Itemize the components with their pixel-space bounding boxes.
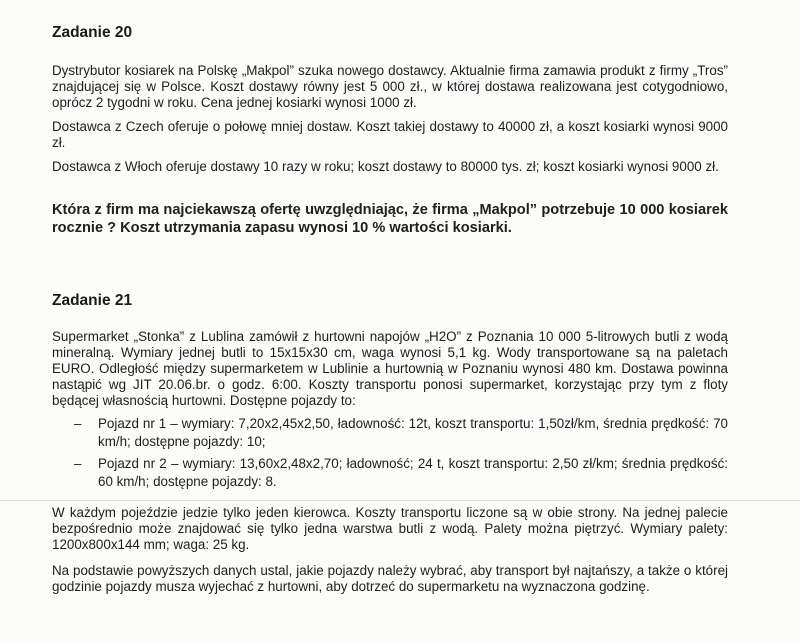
task20-paragraph-2: Dostawca z Czech oferuje o połowę mniej dostaw. Koszt takiej dostawy to 40000 zł, a koszt kosiarki wynosi 9000 zł. xyxy=(52,119,728,150)
vehicle-1-text: Pojazd nr 1 – wymiary: 7,20x2,45x2,50, ładowność: 12t, koszt transportu: 1,50zł/km, średnia prędkość: 70 km/h; dostępne pojazdy: 10; xyxy=(98,416,728,449)
task20-paragraph-3: Dostawca z Włoch oferuje dostawy 10 razy w roku; koszt dostawy to 80000 tys. zł; koszt kosiarki wynosi 9000 zł. xyxy=(52,159,719,174)
task21-paragraph-3: Na podstawie powyższych danych ustal, jakie pojazdy należy wybrać, aby transport był najtańszy, a także o której godzinie pojazdy musza wyjechać z hurtowni, aby dotrzeć do supermarketu na wyznaczona godzinę. xyxy=(52,563,728,594)
task21-title: Zadanie 21 xyxy=(52,292,133,309)
task21-paragraph-2: W każdym pojeździe jedzie tylko jeden kierowca. Koszty transportu liczone są w obie strony. Na jednej palecie bezpośrednio może znajdować się tylko jedna warstwa butli z wodą. Palety można piętrzyć. Wymiary palety: 1200x800x144 mm; waga: 25 kg. xyxy=(52,505,728,552)
list-item xyxy=(74,415,728,451)
task20-question: Która z firm ma najciekawszą ofertę uwzględniając, że firma „Makpol” potrzebuje 10 000 kosiarek rocznie ? Koszt utrzymania zapasu wynosi 10 % wartości kosiarki. xyxy=(52,202,728,236)
task20-paragraph-1: Dystrybutor kosiarek na Polskę „Makpol” szuka nowego dostawcy. Aktualnie firma zamawia produkt z firmy „Tros” znajdującej się w Polsce. Koszt dostawy równy jest 5 000 zł., w której dostawa realizowana jest cotygodniowo, oprócz 2 tygodni w roku. Cena jednej kosiarki wynosi 1000 zł. xyxy=(52,63,728,110)
dash-bullet: – xyxy=(74,416,82,431)
dash-bullet: – xyxy=(74,456,82,471)
vehicle-2-text: Pojazd nr 2 – wymiary: 13,60x2,48x2,70; ładowność; 24 t, koszt transportu: 2,50 zł/km; średnia prędkość: 60 km/h; dostępne pojazdy: 8. xyxy=(98,456,728,489)
list-item xyxy=(74,455,728,491)
task20-title: Zadanie 20 xyxy=(52,24,133,41)
task21-paragraph-1: Supermarket „Stonka” z Lublina zamówił z hurtowni napojów „H2O” z Poznania 10 000 5-litrowych butli z wodą mineralną. Wymiary jednej butli to 15x15x30 cm, waga wynosi 5,1 kg. Wody transportowane są na paletach EURO. Odległość między supermarketem w Lublinie a hurtownią w Poznaniu wynosi 480 km. Dostawa powinna nastąpić wg JIT 20.06.br. o godz. 6:00. Koszty transportu ponosi supermarket, korzystając przy tym z floty będącej własnością hurtowni. Dostępne pojazdy to: xyxy=(52,329,728,408)
page-fold-line xyxy=(0,500,800,501)
vehicle-list xyxy=(74,415,728,491)
